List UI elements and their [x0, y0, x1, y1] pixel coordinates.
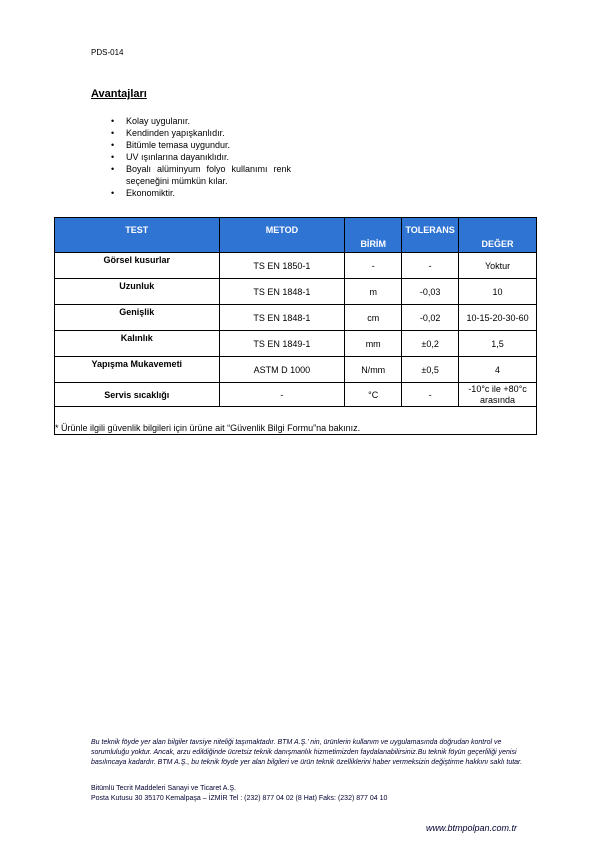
value-range-line-2: arasında — [480, 394, 516, 405]
company-name: Bitümlü Tecrit Maddeleri Sanayi ve Ticaret A.Ş. — [91, 785, 236, 792]
cell-test: Genişlik — [55, 305, 220, 331]
cell-test: Uzunluk — [55, 279, 220, 305]
table-row — [55, 253, 537, 279]
table-row — [55, 331, 537, 357]
company-address: Posta Kutusu 30 35170 Kemalpaşa – İZMİR Tel : (232) 877 04 02 (8 Hat) Faks: (232) 877 04 10 — [91, 795, 388, 802]
bullet-icon: • — [111, 116, 115, 126]
table-row — [55, 383, 537, 407]
bullet-icon: • — [111, 128, 115, 138]
cell-method: TS EN 1848-1 — [219, 305, 345, 331]
cell-tolerance: -0,02 — [402, 305, 459, 331]
advantages-list — [111, 115, 291, 199]
table-row — [55, 279, 537, 305]
column-header-tolerance: TOLERANS — [402, 218, 459, 253]
cell-value: 4 — [459, 357, 537, 383]
cell-tolerance: - — [402, 383, 459, 407]
cell-test: Görsel kusurlar — [55, 253, 220, 279]
column-header-value: DEĞER — [459, 218, 537, 253]
cell-tolerance: ±0,2 — [402, 331, 459, 357]
cell-method: TS EN 1850-1 — [219, 253, 345, 279]
bullet-icon: • — [111, 152, 115, 162]
cell-unit: m — [345, 279, 402, 305]
cell-unit: cm — [345, 305, 402, 331]
cell-value — [459, 383, 537, 407]
disclaimer: Bu teknik föyde yer alan bilgiler tavsiye niteliği taşımaktadır. BTM A.Ş.’ nin, ürünlerin kullanım ve uygulamasında doğrudan kontrol ve sorumluluğu yoktur. Ancak, arzu edildiğinde ücretsiz teknik danışmanlık hizmetimizden faydalanabilirsiniz.Bu teknik föyün geçerliliği yenisi basılıncaya kadardır. BTM A.Ş., bu teknik föyde yer alan bilgileri ve ürün teknik özelliklerini haber vermeksizin değiştirme hakkını saklı tutar. — [91, 739, 523, 766]
table-row — [55, 305, 537, 331]
list-item: • Bitümle temasa uygundur. — [111, 140, 231, 150]
list-item: • UV ışınlarına dayanıklıdır. — [111, 152, 230, 162]
cell-method: - — [219, 383, 345, 407]
column-header-test: TEST — [55, 218, 220, 253]
website-link[interactable]: www.btmpolpan.com.tr — [426, 823, 518, 833]
column-header-method: METOD — [219, 218, 345, 253]
cell-test: Servis sıcaklığı — [55, 383, 220, 407]
column-header-unit: BİRİM — [345, 218, 402, 253]
cell-tolerance: -0,03 — [402, 279, 459, 305]
list-item: • Ekonomiktir. — [111, 188, 176, 198]
safety-note: * Ürünle ilgili güvenlik bilgileri için ürüne ait “Güvenlik Bilgi Formu”na bakınız. — [55, 407, 537, 435]
list-item: • Kolay uygulanır. — [111, 116, 191, 126]
cell-value: 10 — [459, 279, 537, 305]
cell-method: TS EN 1849-1 — [219, 331, 345, 357]
cell-test: Yapışma Mukavemeti — [55, 357, 220, 383]
specs-table — [54, 217, 537, 435]
bullet-icon: • — [111, 188, 115, 198]
cell-unit: N/mm — [345, 357, 402, 383]
document-code: PDS-014 — [91, 48, 124, 57]
cell-unit: °C — [345, 383, 402, 407]
table-row — [55, 357, 537, 383]
cell-value: 10-15-20-30-60 — [459, 305, 537, 331]
bullet-icon: • — [111, 164, 115, 174]
cell-value: 1,5 — [459, 331, 537, 357]
cell-unit: mm — [345, 331, 402, 357]
list-item: • Kendinden yapışkanlıdır. — [111, 128, 225, 138]
cell-method: ASTM D 1000 — [219, 357, 345, 383]
table-note-row — [55, 407, 537, 435]
cell-tolerance: - — [402, 253, 459, 279]
cell-tolerance: ±0,5 — [402, 357, 459, 383]
cell-method: TS EN 1848-1 — [219, 279, 345, 305]
company-info — [91, 784, 387, 804]
value-range-line-1: -10°c ile +80°c — [468, 383, 527, 394]
cell-unit: - — [345, 253, 402, 279]
bullet-icon: • — [111, 140, 115, 150]
table-header-row — [55, 218, 537, 253]
advantages-heading: Avantajları — [91, 88, 147, 100]
list-item: • Boyalı alüminyum folyo kullanımı renk seçeneğini mümkün kılar. — [111, 164, 291, 186]
cell-value: Yoktur — [459, 253, 537, 279]
cell-test: Kalınlık — [55, 331, 220, 357]
